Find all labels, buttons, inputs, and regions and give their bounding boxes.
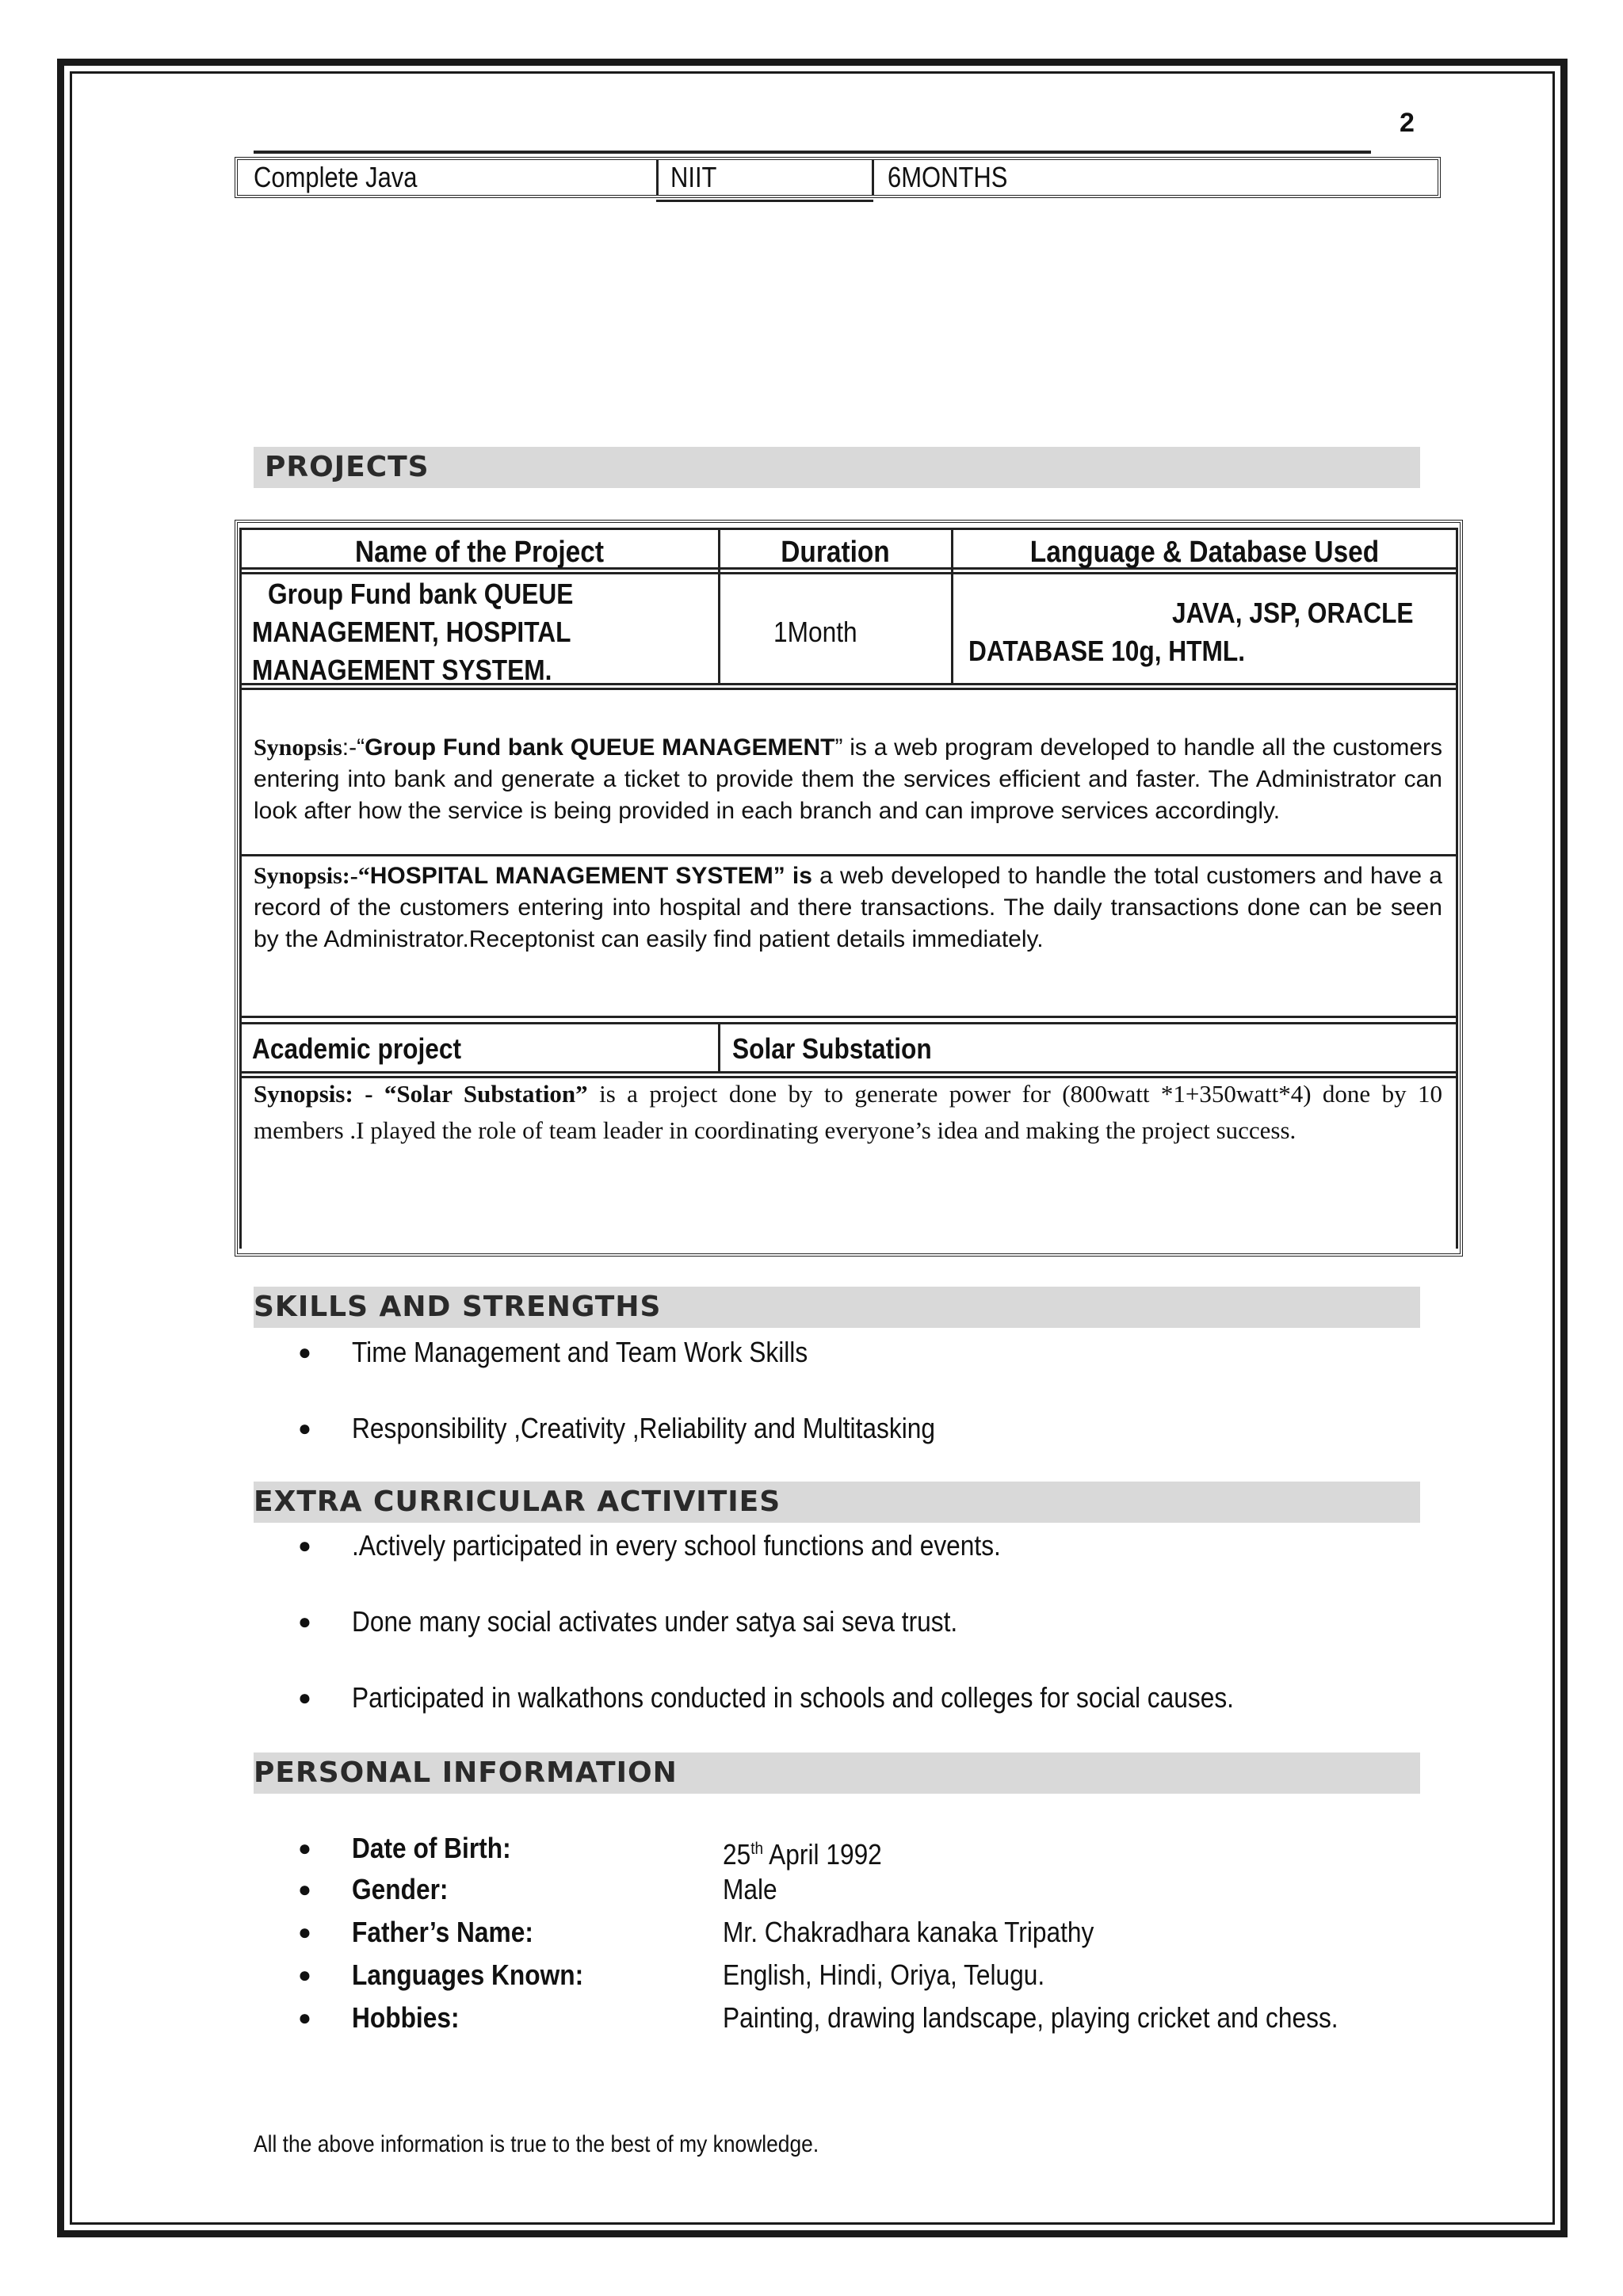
table-line bbox=[239, 1071, 1458, 1074]
table-line bbox=[951, 528, 953, 685]
projects-heading: PROJECTS bbox=[265, 451, 430, 483]
gender-label: Gender: bbox=[352, 1873, 449, 1905]
table-line bbox=[239, 572, 1458, 574]
column-divider bbox=[656, 160, 659, 195]
bullet-icon: ● bbox=[298, 1609, 311, 1634]
table-line bbox=[239, 854, 1458, 856]
header-project-name: Name of the Project bbox=[354, 536, 605, 569]
bullet-icon: ● bbox=[298, 1533, 311, 1558]
table-line bbox=[239, 528, 1458, 530]
project-name-line-3: MANAGEMENT SYSTEM. bbox=[252, 654, 552, 686]
project-language-line-2: DATABASE 10g, HTML. bbox=[968, 635, 1246, 667]
bullet-icon: ● bbox=[298, 1962, 311, 1987]
bullet-icon: ● bbox=[298, 2005, 311, 2030]
table-line bbox=[718, 528, 720, 685]
father-label: Father’s Name: bbox=[352, 1916, 533, 1948]
languages-label: Languages Known: bbox=[352, 1958, 584, 1991]
page-number: 2 bbox=[1400, 108, 1415, 138]
bullet-icon: ● bbox=[298, 1340, 311, 1364]
personal-heading-bar bbox=[254, 1753, 1420, 1794]
declaration-footer: All the above information is true to the best of my knowledge. bbox=[254, 2131, 819, 2157]
father-value: Mr. Chakradhara kanaka Tripathy bbox=[723, 1916, 1094, 1948]
institute-underline bbox=[656, 200, 873, 202]
header-duration: Duration bbox=[781, 536, 890, 569]
table-line bbox=[1456, 528, 1458, 1249]
synopsis-solar bbox=[254, 1076, 1442, 1149]
academic-project-value: Solar Substation bbox=[732, 1032, 932, 1065]
synopsis-project-name: Group Fund bank QUEUE MANAGEMENT bbox=[365, 734, 835, 761]
synopsis-label: Synopsis bbox=[254, 734, 342, 761]
column-divider bbox=[872, 160, 874, 195]
table-line bbox=[718, 1022, 720, 1074]
dob-value: 25th April 1992 bbox=[723, 1838, 882, 1871]
table-line bbox=[239, 528, 242, 1249]
bullet-icon: ● bbox=[298, 1920, 311, 1944]
synopsis-separator: :-“ bbox=[342, 734, 365, 761]
header-language: Language & Database Used bbox=[1029, 536, 1380, 569]
skills-heading-bar bbox=[254, 1287, 1420, 1328]
languages-value: English, Hindi, Oriya, Telugu. bbox=[723, 1958, 1045, 1991]
synopsis-label: Synopsis:-“ bbox=[254, 863, 370, 889]
synopsis-group-fund bbox=[254, 732, 1442, 827]
bullet-icon: ● bbox=[298, 1685, 311, 1710]
personal-heading: PERSONAL INFORMATION bbox=[254, 1756, 678, 1789]
dob-label: Date of Birth: bbox=[352, 1832, 511, 1864]
bullet-icon: ● bbox=[298, 1836, 311, 1860]
projects-heading-bar bbox=[254, 447, 1420, 488]
course-name: Complete Java bbox=[254, 161, 418, 193]
skills-heading: SKILLS AND STRENGTHS bbox=[254, 1291, 662, 1323]
synopsis-text: ” is a web program developed to handle all the customers entering into bank and generate a ticket to provide them the services efficient and faster. The Administrator can look after how the service is being provided in each branch and can improve services accordingly. bbox=[254, 734, 1442, 824]
academic-project-label: Academic project bbox=[252, 1032, 462, 1065]
extra-heading: EXTRA CURRICULAR ACTIVITIES bbox=[254, 1486, 781, 1518]
project-name-line-2: MANAGEMENT, HOSPITAL bbox=[252, 616, 571, 648]
course-table-topline bbox=[254, 151, 1371, 154]
course-institute: NIIT bbox=[670, 161, 717, 193]
synopsis-label: Synopsis: - “Solar Substation” bbox=[254, 1080, 588, 1108]
synopsis-text: is a project done by to generate power for (800watt *1+350watt*4) done by 10 members .I played the role of team leader in coordinating everyone’s idea and making the project success. bbox=[254, 1080, 1442, 1144]
gender-value: Male bbox=[723, 1873, 777, 1905]
table-line bbox=[239, 1022, 1458, 1024]
synopsis-text: a web developed to handle the total customers and have a record of the customers entering into hospital and there transactions. The daily transactions done can be seen by the Administrator.Receptonist can easily find patient details immediately. bbox=[254, 863, 1442, 952]
project-duration: 1Month bbox=[773, 616, 857, 648]
hobbies-value: Painting, drawing landscape, playing cricket and chess. bbox=[723, 2001, 1338, 2034]
bullet-icon: ● bbox=[298, 1416, 311, 1440]
synopsis-project-name: HOSPITAL MANAGEMENT SYSTEM” is bbox=[369, 863, 812, 889]
bullet-icon: ● bbox=[298, 1877, 311, 1901]
hobbies-label: Hobbies: bbox=[352, 2001, 460, 2034]
extra-heading-bar bbox=[254, 1482, 1420, 1523]
project-name-line-1: Group Fund bank QUEUE bbox=[268, 578, 574, 610]
course-table bbox=[235, 157, 1441, 198]
project-language-line-1: JAVA, JSP, ORACLE bbox=[1172, 597, 1414, 629]
table-line bbox=[239, 1016, 1458, 1018]
synopsis-hospital bbox=[254, 860, 1442, 955]
course-duration: 6MONTHS bbox=[888, 161, 1008, 193]
